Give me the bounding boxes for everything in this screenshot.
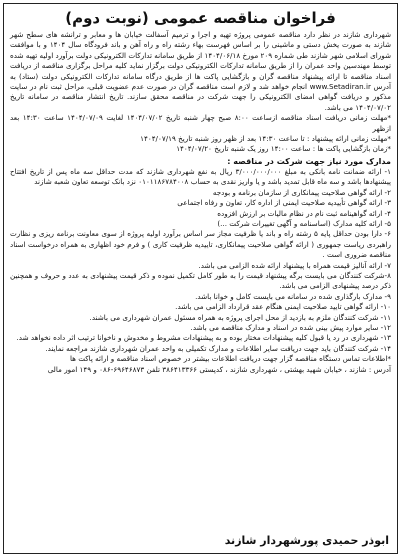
requirements-list — [10, 167, 391, 375]
requirement-item: ۸-شرکت کنندگان می بایست برگه پیشنهاد قیمت را به طور کامل تکمیل نموده و ذکر قیمت پیشنهادی به عدد و حروف و همچنین ذکر درصد پیشنهادی الزامی می باشد. — [10, 270, 391, 291]
date-bid-submission: *مهلت زمانی ارائه پیشنهاد : تا ساعت ۱۴:۳۰ بعد از ظهر روز شنبه تاریخ ۱۴۰۴/۰۷/۱۹ — [140, 134, 391, 144]
requirement-item: ۹- مدارک بارگذاری شده در سامانه می بایست کامل و خوانا باشد. — [195, 291, 391, 301]
dates-block — [10, 113, 391, 155]
requirement-item: ۲- ارائه گواهی صلاحیت پیمانکاری از سازمان برنامه و بودجه — [212, 187, 391, 197]
requirement-item: ۱۴- شرکت کنندگان باید جهت دریافت سایر اطلاعات و مدارک تکمیلی به واحد عمران شهرداری شازند مراجعه نمایند. — [45, 343, 391, 353]
requirement-item: ۴- ارائه گواهینامه ثبت نام در نظام مالیات بر ارزش افزوده — [217, 208, 391, 218]
date-opening: *زمان بازگشایی پاکت ها : ساعت ۱۴:۰۰ روز یک شنبه تاریخ ۱۴۰۴/۰۷/۲۰ — [176, 144, 391, 154]
requirement-item: ۵- ارائه کلیه مدارک (اساسنامه و آگهی تغییرات شرکت ...) — [217, 218, 391, 228]
requirement-item: ۳- ارائه گواهی تأییدیه صلاحیت ایمنی از اداره کار، تعاون و رفاه اجتماعی — [177, 198, 391, 208]
tender-notice — [3, 3, 398, 554]
notice-title: فراخوان مناقصه عمومی (نوبت دوم) — [65, 9, 336, 27]
intro-paragraph: شهرداری شازند در نظر دارد مناقصه عمومی پروژه تهیه و اجرا و ترمیم آسفالت خیابان ها و معابر و ترانشه های سطح شهر شازند به صورت یخش دستی و ماشینی را بر اساس فهرست بهاء رشته راه و راه آهن و باند فرودگاه سال ۱۴۰۴ و با موافقت شورای اسلامی شهر شازند طی شماره ۲۰۹ مورخ ۱۴۰۴/۰۶/۱۸ از طریق سامانه تدارکات الکترونیکی دولت برآورد اولیه تهیه شده توسط مهندسین واحد عمران را از طریق سامانه تدارکات الکترونیکی دولت برگزار نماید کلیه مراحل برگزاری مناقصه از دریافت اسناد مناقصه تا ارائه پیشنهاد مناقصه گران و بازگشایی پاکت ها از طریق درگاه سامانه تدارکات الکترونیکی دولت (ستاد) به آدرس www.Setadiran.ir انجام خواهد شد و لازم است مناقصه گران در صورت عدم عضویت قبلی، مراحل ثبت نام در سایت مذکور و دریافت گواهی امضای الکترونیکی را جهت شرکت در مناقصه محقق سازند. تاریخ انتشار مناقصه در سامانه تاریخ ۱۴۰۴/۰۷/۰۲ می باشد. — [10, 30, 391, 112]
contact-address: آدرس : شازند ، خیابان شهید بهشتی ، شهرداری شازند ، کدپستی ۳۸۶۴۱۳۳۶۶ تلفن ۶۹۶۴۶۸۷۳-۰۸۶ و ۱۴۹ امور مالی — [47, 364, 391, 374]
date-document-receipt: *مهلت زمانی دریافت اسناد مناقصه ازساعت ۸:۰۰ صبح چهار شنبه تاریخ ۱۴۰۴/۰۷/۰۲ لغایت ۱۴۰۴/۰۷/۰۹ ساعت ۱۴:۳۰ بعد ازظهر — [10, 113, 391, 133]
requirement-item: ۱۰- ارائه گواهی تایید صلاحیت ایمنی هنگام عقد قرارداد الزامی می باشد. — [175, 302, 391, 312]
requirement-item: ۱۳- شهرداری در رد یا قبول کلیه پیشنهادات مختار بوده و به پیشنهادات مشروط و مخدوش و ناخوانا ترتیب اثر داده نخواهد شد. — [16, 333, 391, 343]
requirements-heading: مدارک مورد نیاز جهت شرکت در مناقصه : — [227, 156, 391, 166]
requirement-item: ۱- ارائه ضمانت نامه بانکی به مبلغ ۳/۰۰۰/۰۰۰/۰۰۰ ریال به نفع شهرداری شازند که مدت حداقل سه ماه پس از تاریخ افتتاح پیشنهادها باشد و سه ماه قابل تمدید باشد و یا واریز نقدی به حساب ۰۱۰۱۱۸۶۷۸۴۰۰۸ نزد بانک توسعه تعاون شعبه شازند — [10, 166, 391, 187]
requirement-item: ۶- دارا بودن حداقل پایه ۵ رشته راه و باند یا ظرفیت مجاز سر اساس برآورد اولیه پروژه از سوی معاونت برنامه ریزی و نظارت راهبردی ریاست جمهوری ( ارائه گواهی صلاحیت پیمانکاری، تاییدیه ظرفیت کاری ) و فرم خود اظهاری به همراه درخواست اسناد مناقصه ضروری است . — [10, 229, 391, 260]
requirement-item: ۱۲- سایر موارد پیش بینی شده در اسناد و مدارک مناقصه می باشد. — [190, 322, 391, 332]
signature: ابوذر حمیدی پورشهردار شازند — [224, 534, 389, 547]
contact-info-note: *اطلاعات تماس دستگاه مناقصه گزار جهت دریافت اطلاعات بیشتر در خصوص اسناد مناقصه و ارائه پاکت ها — [69, 354, 391, 364]
requirement-item: ۱۱- شرکت کنندگان ملزم به بازدید از محل اجرای پروژه به همراه مسئول عمران شهرداری می باشند. — [89, 312, 391, 322]
requirement-item: ۷- ارائه آنالیز قیمت همراه با پیشنهاد ارائه شده الزامی می باشد. — [198, 260, 391, 270]
